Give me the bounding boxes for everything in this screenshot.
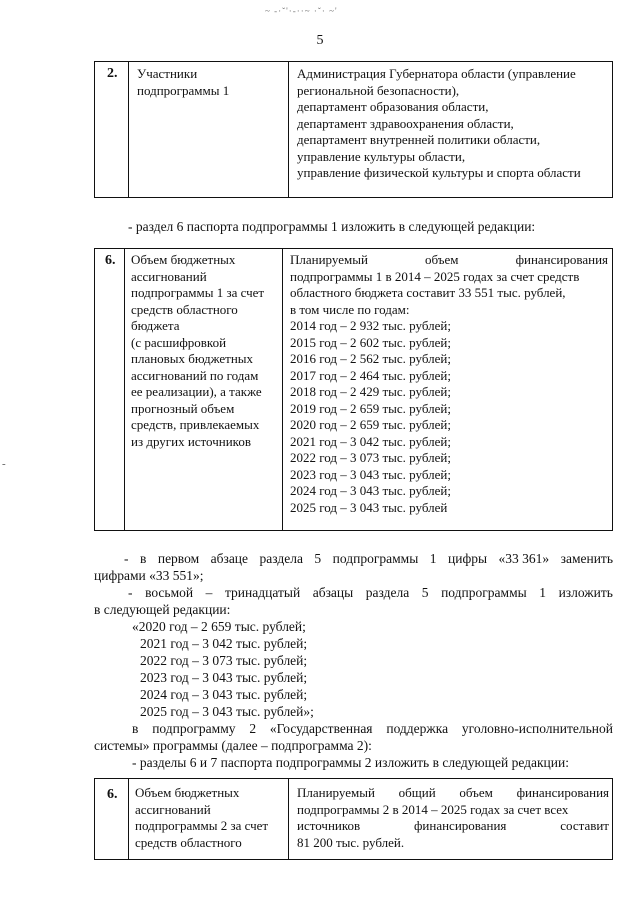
word: 1	[539, 585, 547, 600]
content-line: 2024 год – 3 043 тыс. рублей;	[290, 483, 451, 498]
word: уголовно-исполнительной	[461, 721, 613, 736]
row-content	[297, 785, 609, 851]
label-line: бюджета	[131, 318, 180, 333]
label-line: ассигнований	[131, 268, 207, 284]
content-line: 2015 год – 2 602 тыс. рублей;	[290, 334, 451, 350]
paragraph-line	[94, 584, 613, 601]
word: финансирования	[515, 252, 608, 267]
label-line: Объем бюджетных	[131, 252, 236, 267]
label-line: прогнозный объем	[131, 400, 235, 416]
row-label	[135, 785, 268, 851]
word: поддержка	[386, 721, 449, 736]
label-line: подпрограммы 1 за счет	[131, 285, 265, 300]
word: -	[124, 551, 129, 566]
row-content	[297, 66, 610, 182]
margin-mark: -	[2, 458, 6, 470]
row-content	[290, 252, 608, 516]
word: абзацы	[312, 585, 354, 600]
label-line: плановых бюджетных	[131, 351, 254, 366]
word: раздела	[365, 585, 410, 600]
content-line: 2019 год – 2 659 тыс. рублей;	[290, 400, 451, 416]
paragraph-line: 2022 год – 3 073 тыс. рублей;	[140, 653, 308, 668]
word: общий	[398, 785, 436, 800]
table-divider	[124, 249, 125, 530]
word: финансирования	[516, 785, 609, 800]
handwritten-scribble: ~ -·ˇ'·-··~ ·ˇ· ~'	[265, 6, 338, 16]
label-line: из других источников	[131, 433, 251, 449]
paragraph-line: системы» программы (далее – подпрограмма 2):	[94, 738, 372, 753]
row-number: 6.	[105, 253, 116, 268]
table-budget-subprogram2	[94, 778, 613, 860]
word: цифры	[448, 551, 488, 566]
word: Планируемый	[290, 252, 368, 267]
table-divider	[128, 779, 129, 859]
word: «33 361»	[498, 551, 550, 566]
label-line: подпрограммы 1	[137, 82, 230, 98]
word: -	[128, 585, 133, 600]
content-line: 2022 год – 3 073 тыс. рублей;	[290, 450, 451, 465]
paragraph-line: в следующей редакции:	[94, 602, 231, 617]
word: заменить	[560, 551, 613, 566]
word: в	[139, 551, 147, 566]
table-divider	[288, 779, 289, 859]
word: раздела	[259, 551, 303, 566]
word: источников	[297, 818, 361, 833]
paragraph-line: цифрами «33 551»;	[94, 568, 204, 583]
content-line: управление культуры области,	[297, 148, 466, 164]
label-line: Участники	[137, 66, 198, 81]
page-number: 5	[316, 33, 324, 48]
paragraph-line: 2021 год – 3 042 тыс. рублей;	[140, 636, 308, 651]
word: 5	[314, 551, 322, 566]
label-line: подпрограммы 2 за счет	[135, 818, 269, 833]
word: 2	[249, 721, 257, 736]
content-line: региональной безопасности),	[297, 82, 460, 98]
paragraph-section6-intro: - раздел 6 паспорта подпрограммы 1 изложить в следующей редакции:	[128, 219, 536, 234]
table-divider	[128, 62, 129, 197]
content-line: 2021 год – 3 042 тыс. рублей;	[290, 433, 451, 449]
paragraph-line: 2023 год – 3 043 тыс. рублей;	[140, 670, 308, 685]
word: тринадцатый	[224, 585, 301, 600]
content-line: 2018 год – 2 429 тыс. рублей;	[290, 384, 451, 399]
word: подпрограмму	[152, 721, 236, 736]
content-line: департамент внутренней политики области,	[297, 132, 541, 147]
content-line: в том числе по годам:	[290, 301, 410, 317]
word: «Государственная	[269, 721, 373, 736]
row-number: 2.	[107, 66, 118, 81]
content-line	[290, 252, 608, 269]
word: объем	[459, 785, 493, 800]
content-line: Администрация Губернатора области (управление	[297, 66, 576, 81]
word: финансирования	[413, 818, 507, 833]
paragraph-line: «2020 год – 2 659 тыс. рублей;	[132, 619, 306, 634]
table-participants	[94, 61, 613, 198]
paragraph-line	[94, 720, 613, 737]
label-line: ассигнований	[135, 801, 211, 817]
content-line: подпрограммы 1 в 2014 – 2025 годах за счет средств	[290, 268, 580, 284]
paragraph-block	[94, 550, 613, 771]
content-line: 2014 год – 2 932 тыс. рублей;	[290, 318, 451, 333]
word: составит	[560, 818, 609, 833]
content-line: подпрограммы 2 в 2014 – 2025 годах за счет всех	[297, 801, 569, 817]
content-line	[297, 785, 609, 802]
content-line: 2017 год – 2 464 тыс. рублей;	[290, 367, 451, 383]
table-divider	[282, 249, 283, 530]
label-line: ассигнований по годам	[131, 367, 259, 383]
word: первом	[157, 551, 200, 566]
paragraph-line: - разделы 6 и 7 паспорта подпрограммы 2 изложить в следующей редакции:	[132, 755, 569, 770]
label-line: Объем бюджетных	[135, 785, 240, 800]
table-divider	[288, 62, 289, 197]
content-line: 2025 год – 3 043 тыс. рублей	[290, 499, 448, 515]
content-line: департамент образования области,	[297, 99, 489, 114]
content-line: 2023 год – 3 043 тыс. рублей;	[290, 466, 451, 482]
word: 1	[429, 551, 437, 566]
word: восьмой	[145, 585, 194, 600]
label-line: средств областного	[131, 301, 238, 317]
word: изложить	[558, 585, 613, 600]
word: подпрограммы	[441, 585, 527, 600]
label-line: ее реализации), а также	[131, 384, 262, 399]
row-number: 6.	[107, 787, 118, 802]
label-line: (с расшифровкой	[131, 334, 227, 350]
content-line: департамент здравоохранения области,	[297, 115, 514, 131]
word: Планируемый	[297, 785, 375, 800]
content-line: 2016 год – 2 562 тыс. рублей;	[290, 351, 451, 366]
paragraph-line	[94, 550, 613, 567]
word: объем	[424, 252, 459, 267]
word: абзаце	[210, 551, 249, 566]
content-line: 2020 год – 2 659 тыс. рублей;	[290, 417, 451, 432]
content-line: областного бюджета составит 33 551 тыс. рублей,	[290, 285, 566, 300]
content-line: управление физической культуры и спорта области	[297, 165, 581, 180]
table-budget-subprogram1	[94, 248, 613, 531]
row-label	[137, 66, 229, 99]
word: в	[132, 721, 139, 736]
label-line: средств областного	[135, 834, 242, 850]
label-line: средств, привлекаемых	[131, 417, 260, 432]
content-line: 81 200 тыс. рублей.	[297, 834, 405, 850]
word: –	[205, 585, 213, 600]
paragraph-line: 2024 год – 3 043 тыс. рублей;	[140, 687, 308, 702]
paragraph-line: 2025 год – 3 043 тыс. рублей»;	[140, 704, 314, 719]
word: 5	[421, 585, 429, 600]
word: подпрограммы	[332, 551, 419, 566]
content-line	[297, 818, 609, 835]
row-label	[131, 252, 264, 450]
